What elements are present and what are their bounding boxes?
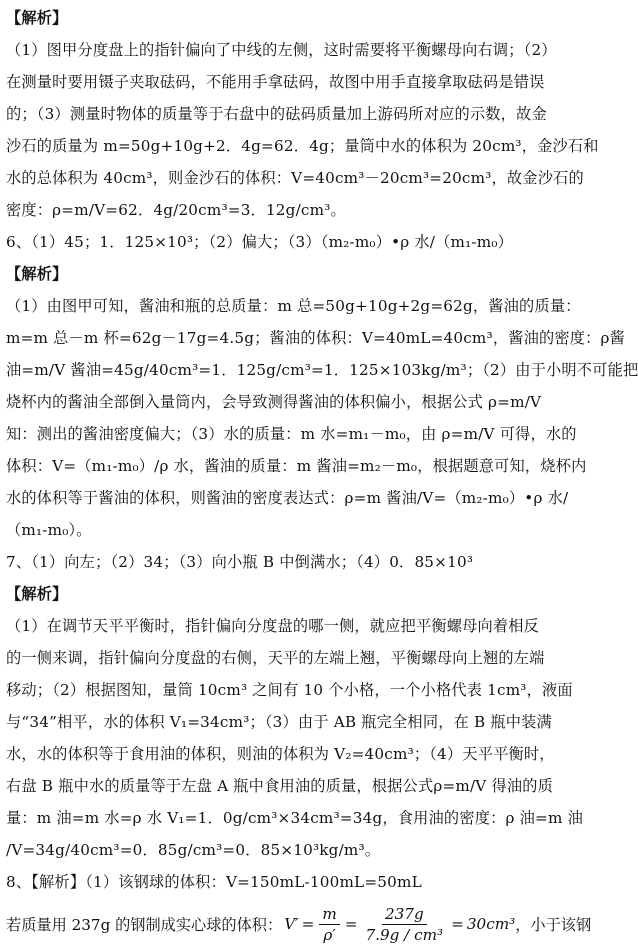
text-line: （1）由图甲可知，酱油和瓶的总质量：m 总=50g+10g+2g=62g，酱油的质量： bbox=[6, 297, 581, 315]
text-line: 水的体积等于酱油的体积，则酱油的密度表达式：ρ=m 酱油/V=（m₂-m₀）•ρ 水/ bbox=[6, 489, 569, 507]
text-line: 知：测出的酱油密度偏大；（3）水的质量：m 水=m₁－m₀，由 ρ=m/V 可得，水的 bbox=[6, 425, 577, 443]
text-line: 水的总体积为 40cm³，则金沙石的体积：V=40cm³－20cm³=20cm³，故金沙石的 bbox=[6, 169, 584, 187]
formula-result: 30cm³ bbox=[466, 915, 516, 933]
fraction-numerator: m bbox=[319, 904, 339, 925]
text-line: 水，水的体积等于食用油的体积，则油的体积为 V₂=40cm³；（4）天平平衡时， bbox=[6, 745, 555, 763]
section-heading: 【解析】 bbox=[6, 9, 68, 27]
formula-line bbox=[6, 898, 592, 950]
fraction-m-over-rho bbox=[319, 904, 339, 945]
text-line: 7、（1）向左；（2）34；（3）向小瓶 B 中倒满水；（4）0．85×10³ bbox=[6, 553, 474, 571]
text-line: 在测量时要用镊子夹取砝码，不能用手拿砝码，故图中用手直接拿取砝码是错误 bbox=[6, 73, 545, 91]
text-line: 的；（3）测量时物体的质量等于右盘中的砝码质量加上游码所对应的示数，故金 bbox=[6, 105, 547, 123]
text-line: /V=34g/40cm³=0．85g/cm³=0．85×10³kg/m³。 bbox=[6, 841, 381, 859]
fraction-numerator: 237g bbox=[382, 904, 427, 925]
text-line: 量：m 油=m 水=ρ 水 V₁=1．0g/cm³×34cm³=34g，食用油的密度：ρ 油=m 油 bbox=[6, 809, 583, 827]
text-line: 6、（1）45；1．125×10³；（2）偏大；（3）（m₂-m₀）•ρ 水/（m₁-m₀） bbox=[6, 233, 513, 251]
text-line: m=m 总－m 杯=62g－17g=4.5g；酱油的体积：V=40mL=40cm³，酱油的密度：ρ酱 bbox=[6, 329, 626, 347]
equals-sign: = bbox=[451, 915, 464, 933]
text-line: 的一侧来调，指针偏向分度盘的右侧，天平的左端上翘，平衡螺母向上翘的左端 bbox=[6, 649, 545, 667]
fraction-denominator: 7.9g / cm³ bbox=[365, 925, 444, 944]
text-line: 烧杯内的酱油全部倒入量筒内，会导致测得酱油的体积偏小，根据公式 ρ=m/V bbox=[6, 393, 542, 411]
text-line: （1）图甲分度盘上的指针偏向了中线的左侧，这时需要将平衡螺母向右调；（2） bbox=[6, 41, 557, 59]
section-heading: 【解析】 bbox=[6, 585, 68, 603]
text-line: 油=m/V 酱油=45g/40cm³=1．125g/cm³=1．125×103kg/m³；（2）由于小明不可能把 bbox=[6, 361, 638, 379]
document-lines bbox=[6, 2, 638, 898]
document-page bbox=[6, 2, 638, 950]
formula-lhs: V′ bbox=[284, 915, 299, 933]
text-line: 右盘 B 瓶中水的质量等于左盘 A 瓶中食用油的质量，根据公式ρ=m/V 得油的质 bbox=[6, 777, 554, 795]
text-line: 沙石的质量为 m=50g+10g+2．4g=62．4g；量筒中水的体积为 20cm³，金沙石和 bbox=[6, 137, 599, 155]
equals-sign: = bbox=[301, 915, 315, 933]
section-heading: 【解析】 bbox=[6, 265, 68, 283]
formula-prefix: 若质量用 237g 的钢制成实心球的体积： bbox=[6, 915, 283, 934]
text-line: 移动；（2）根据图知，量筒 10cm³ 之间有 10 个小格，一个小格代表 1cm³，液面 bbox=[6, 681, 573, 699]
text-line: 体积：V=（m₁-m₀）/ρ 水，酱油的质量：m 酱油=m₂－m₀，根据题意可知，烧杯内 bbox=[6, 457, 587, 475]
text-line: 密度：ρ=m/V=62．4g/20cm³=3．12g/cm³。 bbox=[6, 201, 346, 219]
formula-suffix: ，小于该钢 bbox=[515, 915, 592, 934]
text-line: 与“34”相平，水的体积 V₁=34cm³；（3）由于 AB 瓶完全相同，在 B 瓶中装满 bbox=[6, 713, 552, 731]
fraction-values bbox=[362, 904, 446, 945]
equals-sign: = bbox=[344, 915, 358, 933]
text-line: （m₁-m₀）。 bbox=[6, 521, 92, 539]
text-line: （1）在调节天平平衡时，指针偏向分度盘的哪一侧，就应把平衡螺母向着相反 bbox=[6, 617, 540, 635]
fraction-denominator: ρ′ bbox=[323, 925, 336, 944]
text-line: 8、【解析】（1）该钢球的体积：V=150mL-100mL=50mL bbox=[6, 873, 422, 891]
